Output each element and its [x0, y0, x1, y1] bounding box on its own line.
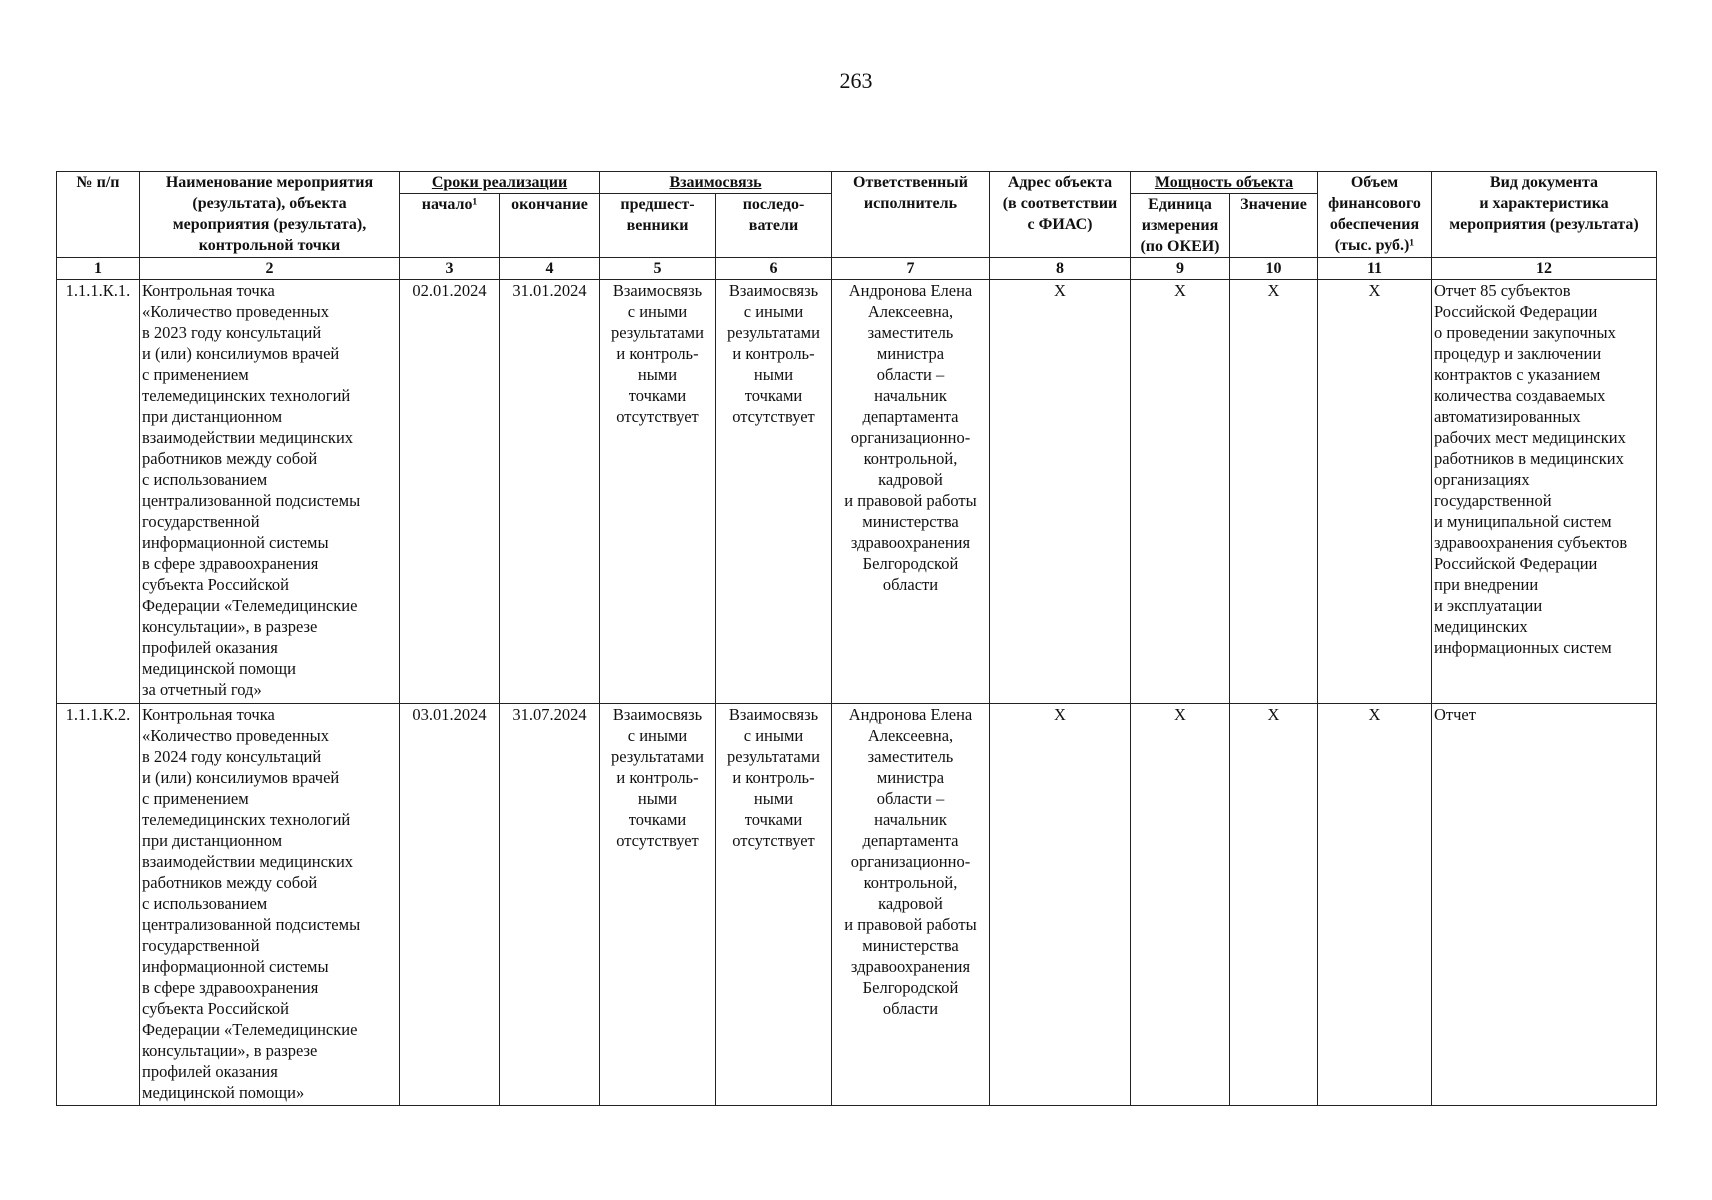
- column-number: 5: [600, 258, 716, 280]
- row-unit: X: [1131, 280, 1230, 704]
- header-responsible: Ответственный исполнитель: [832, 172, 990, 258]
- row-predecessors: Взаимосвязь с иными результатами и контроль- ными точками отсутствует: [600, 280, 716, 704]
- column-number: 3: [400, 258, 500, 280]
- header-start: начало¹: [400, 194, 500, 258]
- column-number: 6: [716, 258, 832, 280]
- row-responsible: Андронова Елена Алексеевна, заместитель министра области – начальник департамента организационно- контрольной, кадровой и правовой работы министерства здравоохранения Белгородской области: [832, 280, 990, 704]
- column-number: 10: [1230, 258, 1318, 280]
- row-address: X: [990, 704, 1131, 1106]
- column-number: 8: [990, 258, 1131, 280]
- row-finance: X: [1318, 704, 1432, 1106]
- row-start-date: 02.01.2024: [400, 280, 500, 704]
- column-number: 7: [832, 258, 990, 280]
- row-address: X: [990, 280, 1131, 704]
- row-value: X: [1230, 704, 1318, 1106]
- plan-table: [56, 171, 1657, 1106]
- row-number: 1.1.1.К.1.: [57, 280, 140, 704]
- column-number: 2: [140, 258, 400, 280]
- page-number: 263: [839, 68, 873, 93]
- header-no: № п/п: [57, 172, 140, 258]
- row-document: Отчет: [1432, 704, 1657, 1106]
- row-responsible: Андронова Елена Алексеевна, заместитель министра области – начальник департамента организационно- контрольной, кадровой и правовой работы министерства здравоохранения Белгородской области: [832, 704, 990, 1106]
- column-number: 11: [1318, 258, 1432, 280]
- table-body: [57, 280, 1657, 1106]
- column-number: 1: [57, 258, 140, 280]
- table-row: [57, 704, 1657, 1106]
- header-name: Наименование мероприятия (результата), объекта мероприятия (результата), контрольной точки: [140, 172, 400, 258]
- header-links: Взаимосвязь: [600, 172, 832, 194]
- row-unit: X: [1131, 704, 1230, 1106]
- header-capacity: Мощность объекта: [1131, 172, 1318, 194]
- column-number: 12: [1432, 258, 1657, 280]
- header-document: Вид документа и характеристика мероприятия (результата): [1432, 172, 1657, 258]
- row-name: Контрольная точка «Количество проведенных в 2024 году консультаций и (или) консилиумов врачей с применением телемедицинских технологий при дистанционном взаимодействии медицинских работников между собой с использованием централизованной подсистемы государственной информационной системы в сфере здравоохранения субъекта Российской Федерации «Телемедицинские консультации», в разрезе профилей оказания медицинской помощи»: [140, 704, 400, 1106]
- column-number: 9: [1131, 258, 1230, 280]
- row-start-date: 03.01.2024: [400, 704, 500, 1106]
- table-row: [57, 280, 1657, 704]
- header-terms: Сроки реализации: [400, 172, 600, 194]
- column-numbers-row: [57, 258, 1657, 280]
- row-document: Отчет 85 субъектов Российской Федерации о проведении закупочных процедур и заключении контрактов с указанием количества создаваемых автоматизированных рабочих мест медицинских работников в медицинских организациях государственной и муниципальной систем здравоохранения субъектов Российской Федерации при внедрении и эксплуатации медицинских информационных систем: [1432, 280, 1657, 704]
- header-end: окончание: [500, 194, 600, 258]
- header-predecessors: предшест- венники: [600, 194, 716, 258]
- row-successors: Взаимосвязь с иными результатами и контроль- ными точками отсутствует: [716, 280, 832, 704]
- header-successors: последо- ватели: [716, 194, 832, 258]
- row-number: 1.1.1.К.2.: [57, 704, 140, 1106]
- table-header: [57, 172, 1657, 280]
- header-finance: Объем финансового обеспечения (тыс. руб.)¹: [1318, 172, 1432, 258]
- header-value: Значение: [1230, 194, 1318, 258]
- row-finance: X: [1318, 280, 1432, 704]
- column-number: 4: [500, 258, 600, 280]
- row-end-date: 31.07.2024: [500, 704, 600, 1106]
- row-predecessors: Взаимосвязь с иными результатами и контроль- ными точками отсутствует: [600, 704, 716, 1106]
- header-unit: Единица измерения (по ОКЕИ): [1131, 194, 1230, 258]
- row-successors: Взаимосвязь с иными результатами и контроль- ными точками отсутствует: [716, 704, 832, 1106]
- row-name: Контрольная точка «Количество проведенных в 2023 году консультаций и (или) консилиумов врачей с применением телемедицинских технологий при дистанционном взаимодействии медицинских работников между собой с использованием централизованной подсистемы государственной информационной системы в сфере здравоохранения субъекта Российской Федерации «Телемедицинские консультации», в разрезе профилей оказания медицинской помощи за отчетный год»: [140, 280, 400, 704]
- header-address: Адрес объекта (в соответствии с ФИАС): [990, 172, 1131, 258]
- row-end-date: 31.01.2024: [500, 280, 600, 704]
- row-value: X: [1230, 280, 1318, 704]
